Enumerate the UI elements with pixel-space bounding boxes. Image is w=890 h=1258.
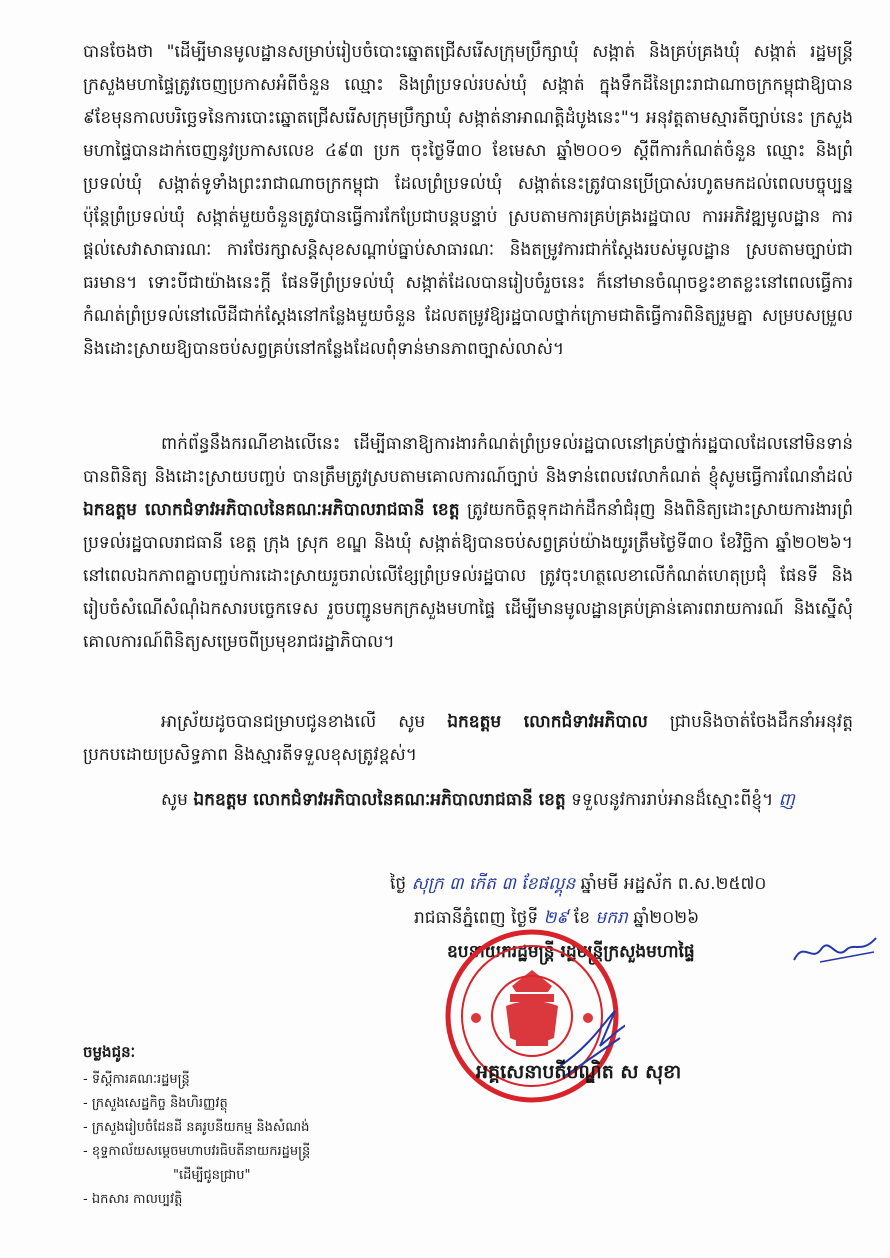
recipient-item: - ខុទ្ទកាល័យសម្តេចមហាបវរធិបតីនាយករដ្ឋមន្ត្រី <box>83 1144 311 1159</box>
recipient-item: - ទីស្តីការគណៈរដ្ឋមន្ត្រី <box>83 1072 190 1087</box>
initial-mark: ញ <box>778 790 795 810</box>
solar-date-suffix: ឆ្នាំ២០២៦ <box>633 908 700 928</box>
paragraph-4 <box>83 784 853 850</box>
solar-date-prefix: រាជធានីភ្នំពេញ ថ្ងៃទី <box>414 908 539 928</box>
recipients-heading: ចម្លងជូនៈ <box>83 1043 136 1061</box>
paragraph-2 <box>83 428 853 690</box>
lunar-date-suffix: ឆ្នាំមមី អដ្ឋស័ក ព.ស.២៥៧០ <box>580 874 767 894</box>
closing-addressee: ឯកឧត្តម លោកជំទាវអភិបាលនៃគណៈអភិបាលរាជធានី ខេត្ត <box>193 790 566 810</box>
solar-month-prefix: ខែ <box>573 908 591 928</box>
recipient-note: "ដើម្បីជូនជ្រាប" <box>173 1168 251 1183</box>
paragraph-4-text-a: សូម <box>161 790 194 810</box>
paragraph-3-text-b: ជ្រាបនិងចាត់ចែងដឹកនាំអនុវត្តប្រកបដោយប្រសិទ្ធភាព និងស្មារតីទទួលខុសត្រូវខ្ពស់។ <box>83 712 853 765</box>
recipient-item: - ក្រសួងរៀបចំដែនដី នគរូបនីយកម្ម និងសំណង់ <box>83 1120 310 1135</box>
addressee-governors: ឯកឧត្តម លោកជំទាវអភិបាលនៃគណៈអភិបាលរាជធានី ខេត្ត <box>83 500 460 520</box>
paragraph-2-text-a: ពាក់ព័ន្ធនឹងករណីខាងលើនេះ ដើម្បីធានាឱ្យការងារកំណត់ព្រំប្រទល់រដ្ឋបាលនៅគ្រប់ថ្នាក់រដ្ឋបាលដែលនៅមិនទាន់បានពិនិត្យ និងដោះស្រាយបញ្ចប់ បានត្រឹមត្រូវស្របតាមគោលការណ៍ច្បាប់ និងទាន់ពេលវេលាកំណត់ ខ្ញុំសូមធ្វើការណែនាំដល់ <box>83 434 853 487</box>
paragraph-4-text-b: ទទួលនូវការរាប់អានដ៏ស្មោះពីខ្ញុំ។ <box>565 790 779 810</box>
recipient-item: - ក្រសួងសេដ្ឋកិច្ច និងហិរញ្ញវត្ថុ <box>83 1096 228 1111</box>
addressee-governor: ឯកឧត្តម លោកជំទាវអភិបាល <box>447 712 648 732</box>
signature-scribble-icon <box>790 930 880 970</box>
recipient-item: - ឯកសារ កាលប្បវត្តិ <box>83 1192 183 1207</box>
signatory-name: អគ្គសេនាបតីបណ្ឌិត ស សុខា <box>476 1061 682 1083</box>
lunar-date-prefix: ថ្ងៃ <box>390 874 407 894</box>
lunar-date-handwritten: សុក្រ ៣ កើត ៣ ខែផល្គុន <box>411 874 576 894</box>
paragraph-3 <box>83 706 853 772</box>
solar-month-handwritten: មករា <box>595 908 628 928</box>
paragraph-1 <box>83 36 853 431</box>
recipients-list <box>83 1068 423 1212</box>
signatory-title: ឧបនាយករដ្ឋមន្ត្រី រដ្ឋមន្ត្រីក្រសួងមហាផ្ទៃ <box>447 942 695 962</box>
lunar-date-line <box>390 868 860 900</box>
paragraph-2-text-b: ត្រូវយកចិត្តទុកដាក់ដឹកនាំជំរុញ និងពិនិត្យដោះស្រាយការងារព្រំប្រទល់រដ្ឋបាលរាជធានី ខេត្ត ក្រុង ស្រុក ខណ្ឌ និងឃុំ សង្កាត់ឱ្យបានចប់សព្វគ្រប់យ៉ាងយូរត្រឹមថ្ងៃទី៣០ ខែវិច្ឆិកា ឆ្នាំ២០២៦។ នៅពេលឯកភាពគ្នាបញ្ចប់ការដោះស្រាយរួចរាល់លើខ្សែព្រំប្រទល់រដ្ឋបាល ត្រូវចុះហត្ថលេខាលើកំណត់ហេតុប្រជុំ ផែនទី និងរៀបចំសំណើសំណុំឯកសារបច្ចេកទេស រួចបញ្ជូនមកក្រសួងមហាផ្ទៃ ដើម្បីមានមូលដ្ឋានគ្រប់គ្រាន់គោរពរាយការណ៍ និងស្នើសុំគោលការណ៍ពិនិត្យសម្រេចពីប្រមុខរាជរដ្ឋាភិបាល។ <box>83 500 853 652</box>
paragraph-1-text: បានចែងថា "ដើម្បីមានមូលដ្ឋានសម្រាប់រៀបចំបោះឆ្នោតជ្រើសរើសក្រុមប្រឹក្សាឃុំ សង្កាត់ និងគ្រប់គ្រងឃុំ សង្កាត់ រដ្ឋមន្ត្រីក្រសួងមហាផ្ទៃត្រូវចេញប្រកាសអំពីចំនួន ឈ្មោះ និងព្រំប្រទល់របស់ឃុំ សង្កាត់ ក្នុងទឹកដីនៃព្រះរាជាណាចក្រកម្ពុជាឱ្យបាន ៩ខែមុនកាលបរិច្ឆេទនៃការបោះឆ្នោតជ្រើសរើសក្រុមប្រឹក្សាឃុំ សង្កាត់នាអាណត្តិដំបូងនេះ"។ អនុវត្តតាមស្មារតីច្បាប់នេះ ក្រសួងមហាផ្ទៃបានដាក់ចេញនូវប្រកាសលេខ ៤៩៣ ប្រក ចុះថ្ងៃទី៣០ ខែមេសា ឆ្នាំ២០០១ ស្តីពីការកំណត់ចំនួន ឈ្មោះ និងព្រំប្រទល់ឃុំ សង្កាត់ទូទាំងព្រះរាជាណាចក្រកម្ពុជា ដែលព្រំប្រទល់ឃុំ សង្កាត់នេះត្រូវបានប្រើប្រាស់រហូតមកដល់ពេលបច្ចុប្បន្ន ប៉ុន្តែព្រំប្រទល់ឃុំ សង្កាត់មួយចំនួនត្រូវបានធ្វើការកែប្រែជាបន្តបន្ទាប់ ស្របតាមការគ្រប់គ្រងរដ្ឋបាល ការអភិវឌ្ឍមូលដ្ឋាន ការផ្តល់សេវាសាធារណៈ ការថែរក្សាសន្តិសុខសណ្តាប់ធ្នាប់សាធារណៈ និងតម្រូវការជាក់ស្តែងរបស់មូលដ្ឋាន ស្របតាមច្បាប់ជាធរមាន។ ទោះបីជាយ៉ាងនេះក្តី ផែនទីព្រំប្រទល់ឃុំ សង្កាត់ដែលបានរៀបចំរួចនេះ ក៏នៅមានចំណុចខ្វះខាតខ្លះនៅពេលធ្វើការកំណត់ព្រំប្រទល់នៅលើដីជាក់ស្តែងនៅកន្លែងមួយចំនួន ដែលតម្រូវឱ្យរដ្ឋបាលថ្នាក់ក្រោមជាតិធ្វើការពិនិត្យរួមគ្នា សម្របសម្រួល និងដោះស្រាយឱ្យបានចប់សព្វគ្រប់នៅកន្លែងដែលពុំទាន់មានភាពច្បាស់លាស់។ <box>83 42 853 359</box>
solar-day-handwritten: ២៩ <box>543 908 569 928</box>
paragraph-3-text-a: អាស្រ័យដូចបានជម្រាបជូនខាងលើ សូម <box>161 712 448 732</box>
